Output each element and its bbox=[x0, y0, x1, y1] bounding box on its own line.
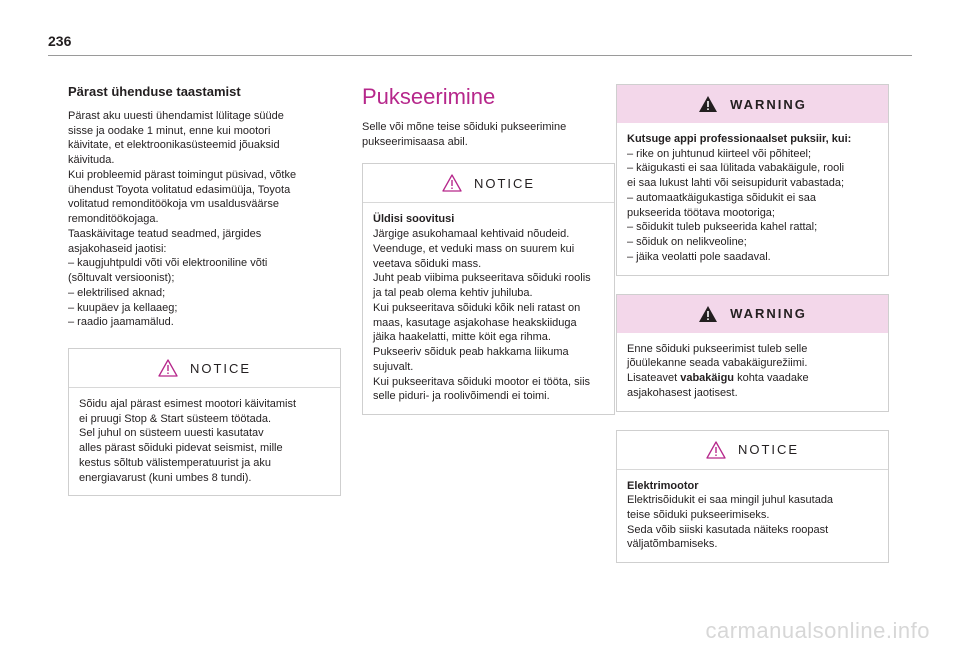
warning-text: Lisateavet bbox=[627, 372, 681, 385]
text-line: jäika haakelatti, mitte köit ega rihma. bbox=[373, 331, 551, 344]
warning-body bbox=[617, 123, 888, 275]
text-line: Pärast aku uuesti ühendamist lülitage süüde bbox=[68, 110, 284, 122]
text-line: teise sõiduki pukseerimiseks. bbox=[627, 509, 770, 522]
notice-subheading: Elektrimootor bbox=[627, 479, 699, 492]
text-line: ei pruugi Stop & Start süsteem töötada. bbox=[79, 412, 272, 425]
notice-title: NOTICE bbox=[189, 360, 252, 376]
warning-line: Enne sõiduki pukseerimist tuleb selle bbox=[627, 342, 808, 355]
warning-header bbox=[617, 295, 888, 333]
warning-line: asjakohasest jaotisest. bbox=[627, 386, 738, 399]
warning-text: kohta vaadake bbox=[734, 372, 809, 385]
chapter-heading: Pukseerimine bbox=[362, 84, 496, 109]
notice-body bbox=[617, 470, 888, 563]
text-line: Veenduge, et veduki mass on suurem kui bbox=[373, 242, 575, 255]
warning-line: jõuülekanne seada vabakäigurežiimi. bbox=[627, 357, 808, 370]
warning-triangle-filled-icon bbox=[698, 95, 718, 113]
text-line: Sel juhul on süsteem uuesti kasutatav bbox=[79, 427, 264, 440]
warning-triangle-outline-icon bbox=[706, 441, 726, 459]
text-line: – elektrilised aknad; bbox=[68, 286, 166, 299]
notice-header bbox=[69, 349, 340, 388]
text-line: selle piduri- ja roolivõimendi ei toimi. bbox=[373, 390, 550, 403]
text-line: – käigukasti ei saa lülitada vabakäigule, rooli bbox=[627, 162, 845, 175]
notice-header bbox=[363, 164, 614, 203]
text-line: Elektrisõidukit ei saa mingil juhul kasutada bbox=[627, 494, 834, 507]
warning-subheading: Kutsuge appi professionaalset puksiir, kui: bbox=[627, 133, 852, 145]
text-line: – kaugjuhtpuldi võti või elektrooniline võti bbox=[68, 257, 268, 270]
text-line: sujuvalt. bbox=[373, 360, 414, 373]
warning-box bbox=[616, 84, 889, 276]
text-line: pukseerida töötava mootoriga; bbox=[627, 206, 775, 219]
notice-box bbox=[362, 163, 615, 415]
chapter-intro bbox=[362, 120, 615, 149]
warning-title: WARNING bbox=[730, 96, 807, 112]
warning-body bbox=[617, 333, 888, 411]
text-line: – kuupäev ja kellaaeg; bbox=[68, 301, 178, 314]
column-1 bbox=[68, 84, 341, 496]
text-line: Selle või mõne teise sõiduki pukseerimine bbox=[362, 121, 567, 133]
text-line: – jäika veolatti pole saadaval. bbox=[627, 250, 771, 263]
text-line: – rike on juhtunud kiirteel või põhiteel; bbox=[627, 147, 812, 160]
notice-title: NOTICE bbox=[473, 175, 536, 191]
text-line: – sõiduk on nelikveoline; bbox=[627, 236, 747, 249]
notice-subheading: Üldisi soovitusi bbox=[373, 213, 455, 226]
notice-body bbox=[363, 203, 614, 414]
section-body bbox=[68, 109, 341, 330]
text-line: energiavarust (kuni umbes 8 tundi). bbox=[79, 471, 252, 484]
warning-title: WARNING bbox=[730, 306, 807, 322]
text-line: – raadio jaamamälud. bbox=[68, 316, 174, 329]
text-line: Taaskäivitage teatud seadmed, järgides bbox=[68, 227, 262, 240]
text-line: Kui pukseeritava sõiduki mootor ei tööta, siis bbox=[373, 375, 591, 388]
top-divider bbox=[48, 55, 912, 56]
warning-emphasis: vabakäigu bbox=[680, 372, 735, 385]
text-line: väljatõmbamiseks. bbox=[627, 538, 718, 551]
warning-triangle-filled-icon bbox=[698, 305, 718, 323]
text-line: käivitate, et elektroonikasüsteemid jõuaksid bbox=[68, 139, 280, 152]
text-line: veetava sõiduki mass. bbox=[373, 257, 482, 270]
notice-title: NOTICE bbox=[737, 442, 800, 458]
text-line: remonditöökojaga. bbox=[68, 213, 159, 226]
text-line: Järgige asukohamaal kehtivaid nõudeid. bbox=[373, 228, 570, 241]
text-line: volitatud remonditöökoja vm usaldusväärse bbox=[68, 198, 279, 211]
warning-triangle-outline-icon bbox=[442, 174, 462, 192]
text-line: (sõltuvalt versioonist); bbox=[68, 272, 175, 285]
text-line: sisse ja oodake 1 minut, enne kui mootori bbox=[68, 124, 271, 137]
text-line: Pukseeriv sõiduk peab hakkama liikuma bbox=[373, 346, 569, 359]
warning-box bbox=[616, 294, 889, 412]
text-line: Seda võib siiski kasutada näiteks roopast bbox=[627, 523, 829, 536]
text-line: ühendust Toyota volitatud edasimüüja, Toyota bbox=[68, 183, 291, 196]
notice-header bbox=[617, 431, 888, 470]
watermark: carmanualsonline.info bbox=[705, 618, 930, 643]
column-3 bbox=[616, 84, 889, 563]
text-line: Kui pukseeritava sõiduki kõik neli ratast on bbox=[373, 301, 581, 314]
text-line: – sõidukit tuleb pukseerida kahel rattal; bbox=[627, 221, 818, 234]
text-line: ja tal peab olema kehtiv juhiluba. bbox=[373, 287, 533, 300]
notice-box bbox=[616, 430, 889, 564]
page-number: 236 bbox=[48, 33, 72, 49]
text-line: pukseerimisaasa abil. bbox=[362, 135, 468, 148]
text-line: Kui probleemid pärast toimingut püsivad, võtke bbox=[68, 168, 297, 181]
column-2 bbox=[342, 84, 615, 415]
warning-header bbox=[617, 85, 888, 123]
warning-triangle-outline-icon bbox=[158, 359, 178, 377]
notice-box bbox=[68, 348, 341, 496]
text-line: Juht peab viibima pukseeritava sõiduki roolis bbox=[373, 272, 591, 285]
text-line: ei saa lukust lahti või seisupidurit vabastada; bbox=[627, 177, 845, 190]
notice-body bbox=[69, 388, 340, 495]
text-line: kestus sõltub välistemperatuurist ja aku bbox=[79, 456, 271, 469]
text-line: maas, kasutage asjakohase heakskiiduga bbox=[373, 316, 577, 329]
warning-line bbox=[627, 371, 878, 386]
text-line: Sõidu ajal pärast esimest mootori käivitamist bbox=[79, 398, 297, 411]
text-line: – automaatkäigukastiga sõidukit ei saa bbox=[627, 191, 816, 204]
text-line: asjakohaseid jaotisi: bbox=[68, 242, 167, 255]
text-line: käivituda. bbox=[68, 154, 115, 167]
text-line: alles pärast sõiduki pidevat seismist, mille bbox=[79, 442, 283, 455]
section-heading: Pärast ühenduse taastamist bbox=[68, 84, 241, 99]
